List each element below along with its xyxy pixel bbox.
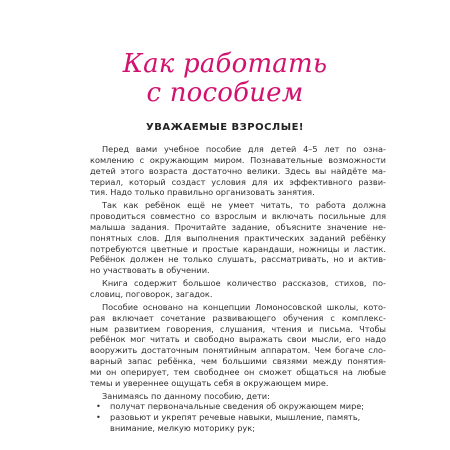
text-line: Занимаясь по данному пособию, дети: — [102, 390, 270, 401]
text-line: детей этого возраста достаточно велики. Здесь вы найдёте ма- — [90, 165, 386, 176]
paragraph-concept — [90, 302, 386, 389]
text-line: проводиться совместно со взрослым и включать посильные для — [90, 211, 386, 222]
text-line: Пособие основано на концепции Ломоносовской школы, кото- — [102, 301, 386, 312]
body-text — [90, 144, 386, 434]
paragraph-book-content — [90, 278, 386, 300]
text-line: Книга содержит большое количество рассказов, стихов, по- — [102, 278, 386, 289]
bullet-list — [90, 401, 386, 434]
text-line: вооружить достаточным понятийным аппаратом. Чем богаче сло- — [90, 345, 386, 356]
text-line: Ребёнок должен не только слушать, рассматривать, но и актив- — [90, 254, 386, 265]
text-line: Перед вами учебное пособие для детей 4–5 лет по озна- — [102, 144, 386, 154]
text-line: но участвовать в обучении. — [90, 265, 210, 276]
text-line: темы и увереннее ощущать себя в окружающем мире. — [90, 377, 329, 388]
text-line: Так как ребёнок ещё не умеет читать, то работа должна — [102, 200, 386, 211]
text-line: малыша задания. Прочитайте задание, объясните значение не- — [90, 221, 386, 232]
text-line: тия. Надо только правильно организовать занятия. — [90, 187, 315, 198]
text-line: комлению с окружающим миром. Познавательные возможности — [90, 154, 386, 165]
text-line: ным развитием говорения, слушания, чтения и письма. Чтобы — [90, 323, 386, 334]
text-line: ребёнок мог читать и свободно выражать свои мысли, его надо — [90, 334, 386, 345]
list-item-text: получат первоначальные сведения об окружающем мире; — [110, 401, 365, 412]
page-title-line-2: с пособием — [146, 78, 304, 108]
bullet-icon: • — [96, 412, 101, 423]
text-line: потребуются цветные и простые карандаши, ножницы и ластик. — [90, 243, 386, 254]
list-item-text: внимание, мелкую моторику рук; — [110, 423, 255, 434]
text-line: териал, который создаст условия для их эффективного разви- — [90, 176, 386, 187]
paragraph-outcomes — [90, 391, 386, 402]
text-line: ми он оперирует, тем свободнее он сможет общаться на любые — [90, 366, 386, 377]
paragraph-intro — [90, 144, 386, 198]
list-item — [90, 401, 386, 412]
list-item-text: разовьют и укрепят речевые навыки, мышление, память, — [110, 412, 361, 423]
bullet-icon: • — [96, 401, 101, 412]
page-title-line-1: Как работать — [122, 49, 328, 79]
list-item — [90, 412, 386, 423]
section-heading: УВАЖАЕМЫЕ ВЗРОСЛЫЕ! — [146, 122, 304, 133]
text-line: понятных слов. Для выполнения практических заданий ребёнку — [90, 232, 386, 243]
text-line: варный запас ребёнка, чем большими связями между понятия- — [90, 356, 386, 367]
paragraph-reading — [90, 200, 386, 276]
text-line: словиц, поговорок, загадок. — [90, 288, 213, 299]
text-line: рая включает сочетание развивающего обучения с комплекс- — [90, 312, 386, 323]
